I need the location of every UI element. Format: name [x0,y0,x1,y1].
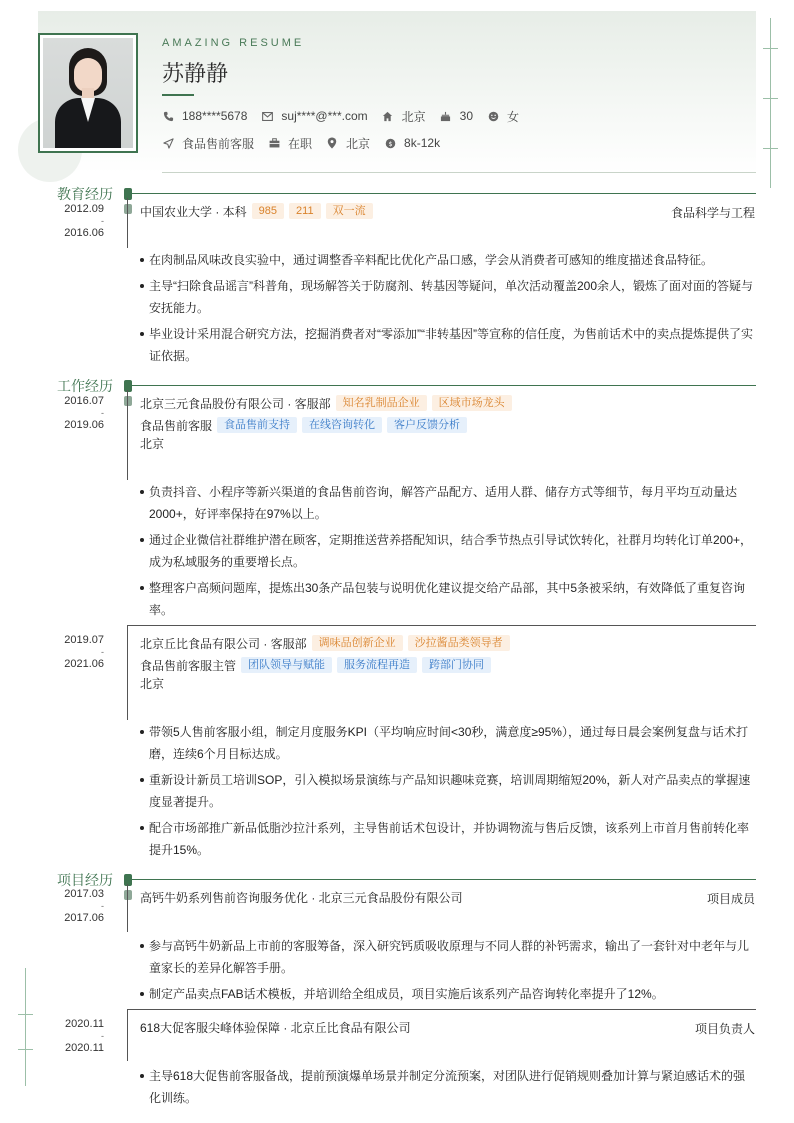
major: 食品科学与工程 [670,206,755,220]
location-pin-icon [326,137,338,149]
timeline-line [127,198,128,248]
gender-info [487,108,519,125]
role-tag: 在线咨询转化 [302,417,382,433]
left-decoration-line [25,968,26,1086]
job-target-info [162,135,254,152]
job-status: 在职 [288,136,313,151]
right-decoration-line [770,18,771,188]
company-name: 北京丘比食品有限公司 · 客服部 [140,636,307,651]
section-marker [124,380,132,392]
project-line [140,1019,411,1035]
project-line [140,889,463,905]
age-info [440,109,473,123]
section-title-education: 教育经历 [57,187,113,203]
role-tag: 客户反馈分析 [387,417,467,433]
timeline-line [127,884,128,932]
coin-icon [384,137,396,149]
right-decoration-tick [763,148,778,149]
school-name: 中国农业大学 · 本科 [140,204,247,219]
list-item: 参与高钙牛奶新品上市前的客服筹备，深入研究钙质吸收原理与不同人群的补钙需求，输出了一套针对中老年与儿童家长的差异化解答手册。 [140,935,756,979]
list-item: 在肉制品风味改良实验中，通过调整香辛料配比优化产品口感，学会从消费者可感知的维度描述食品特征。 [140,249,756,271]
project-role: 项目负责人 [694,1022,755,1036]
job-intent-row [162,135,454,151]
list-item: 毕业设计采用混合研究方法，挖掘消费者对“零添加”“非转基因”等宣称的信任度，为售前话术中的卖点提炼提供了实证依据。 [140,323,756,367]
company-line [140,635,510,651]
section-title-work: 工作经历 [57,379,113,395]
work-city: 北京 [140,676,165,691]
list-item: 负责抖音、小程序等新兴渠道的食品售前咨询，解答产品配方、适用人群、储存方式等细节，每月平均互动量达2000+，好评率保持在97%以上。 [140,481,756,525]
role-tag: 食品售前支持 [217,417,297,433]
home-city-info [382,108,426,125]
company-tag: 调味品创新企业 [312,635,403,651]
phone-number: 188****5678 [182,109,248,123]
role-tag: 团队领导与赋能 [241,657,332,673]
briefcase-icon [268,137,280,149]
section-marker [124,188,132,200]
target-city-info [326,135,370,152]
list-item: 通过企业微信社群维护潜在顾客，定期推送营养搭配知识，结合季节热点引导试饮转化，社群月均转化订单200+，成为私域服务的重要增长点。 [140,529,756,573]
list-item: 带领5人售前客服小组，制定月度服务KPI（平均响应时间<30秒，满意度≥95%），通过每日晨会案例复盘与话术打磨，连续6个月目标达成。 [140,721,756,765]
date-range: 2017.03 - 2017.06 [64,888,104,924]
role-line [140,417,467,433]
entry-marker [124,204,132,214]
right-decoration-tick [763,48,778,49]
company-line [140,395,512,411]
role-line [140,657,491,673]
home-city: 北京 [401,109,426,124]
work-city: 北京 [140,436,165,451]
project-bullets [140,935,756,1009]
salary-range: 8k-12k [404,136,441,150]
company-tag: 区域市场龙头 [432,395,512,411]
project-name: 高钙牛奶系列售前咨询服务优化 · 北京三元食品股份有限公司 [140,890,463,905]
list-item: 配合市场部推广新品低脂沙拉汁系列，主导售前话术包设计，并协调物流与售后反馈，该系列上市首月售前转化率提升15%。 [140,817,756,861]
header-divider [162,172,756,173]
email-address: suj****@***.com [281,109,368,123]
school-line [140,203,373,219]
project-bullets [140,1065,756,1113]
entry-marker [124,396,132,406]
education-bullets [140,249,756,371]
project-name: 618大促客服尖峰体验保障 · 北京丘比食品有限公司 [140,1020,411,1035]
email-info [261,109,367,123]
section-title-projects: 项目经历 [57,873,113,889]
name-underline [162,94,194,96]
date-range: 2020.11 - 2020.11 [65,1018,104,1054]
section-marker [124,874,132,886]
candidate-name: 苏静静 [162,62,229,87]
date-range: 2012.09 - 2016.06 [64,203,104,239]
school-tag: 985 [252,203,284,219]
school-tag: 211 [289,203,321,219]
right-decoration-tick [763,98,778,99]
left-decoration-tick [18,1014,33,1015]
contact-row [162,108,533,124]
list-item: 制定产品卖点FAB话术模板，并培训给全组成员，项目实施后该系列产品咨询转化率提升了12%。 [140,983,756,1005]
work-bullets [140,721,756,865]
entry-marker [124,890,132,900]
age-value: 30 [459,109,473,123]
job-role: 食品售前客服主管 [140,658,237,673]
date-range: 2016.07 - 2019.06 [64,395,104,431]
target-city: 北京 [346,136,371,151]
job-target: 食品售前客服 [182,136,255,151]
section-divider [128,193,756,194]
list-item: 主导618大促售前客服备战，提前预演爆单场景并制定分流预案，对团队进行促销规则叠加计算与紧迫感话术的强化训练。 [140,1065,756,1109]
salary-info [384,136,440,150]
date-range: 2019.07 - 2021.06 [64,634,104,670]
company-tag: 沙拉酱品类领导者 [408,635,510,651]
work-bullets [140,481,756,625]
list-item: 主导“扫除食品谣言”科普角，现场解答关于防腐剂、转基因等疑问，单次活动覆盖200余人，锻炼了面对面的答疑与安抚能力。 [140,275,756,319]
school-tag: 双一流 [326,203,373,219]
timeline-line [127,625,128,720]
role-tag: 服务流程再造 [337,657,417,673]
company-name: 北京三元食品股份有限公司 · 客服部 [140,396,331,411]
project-role: 项目成员 [706,892,755,906]
entry-divider [128,625,756,626]
company-tag: 知名乳制品企业 [336,395,427,411]
cake-icon [440,110,452,122]
gender-value: 女 [507,109,520,124]
svg-text:$: $ [388,139,393,148]
smiley-icon [487,110,499,122]
list-item: 重新设计新员工培训SOP，引入模拟场景演练与产品知识趣味竞赛，培训周期缩短20%，新人对产品卖点的掌握速度显著提升。 [140,769,756,813]
entry-divider [128,1009,756,1010]
section-divider [128,385,756,386]
resume-tagline: AMAZING RESUME [162,37,305,49]
left-decoration-tick [18,1049,33,1050]
avatar [43,38,133,148]
timeline-line [127,390,128,480]
phone-icon [162,110,174,122]
status-info [268,135,312,152]
list-item: 整理客户高频问题库，提炼出30条产品包装与说明优化建议提交给产品部，其中5条被采纳，有效降低了重复咨询率。 [140,577,756,621]
role-tag: 跨部门协同 [422,657,491,673]
mail-icon [261,110,273,122]
phone-info [162,109,247,123]
job-role: 食品售前客服 [140,418,213,433]
home-icon [382,110,394,122]
send-icon [162,137,174,149]
section-divider [128,879,756,880]
timeline-line [127,1009,128,1061]
profile-photo [38,33,138,153]
